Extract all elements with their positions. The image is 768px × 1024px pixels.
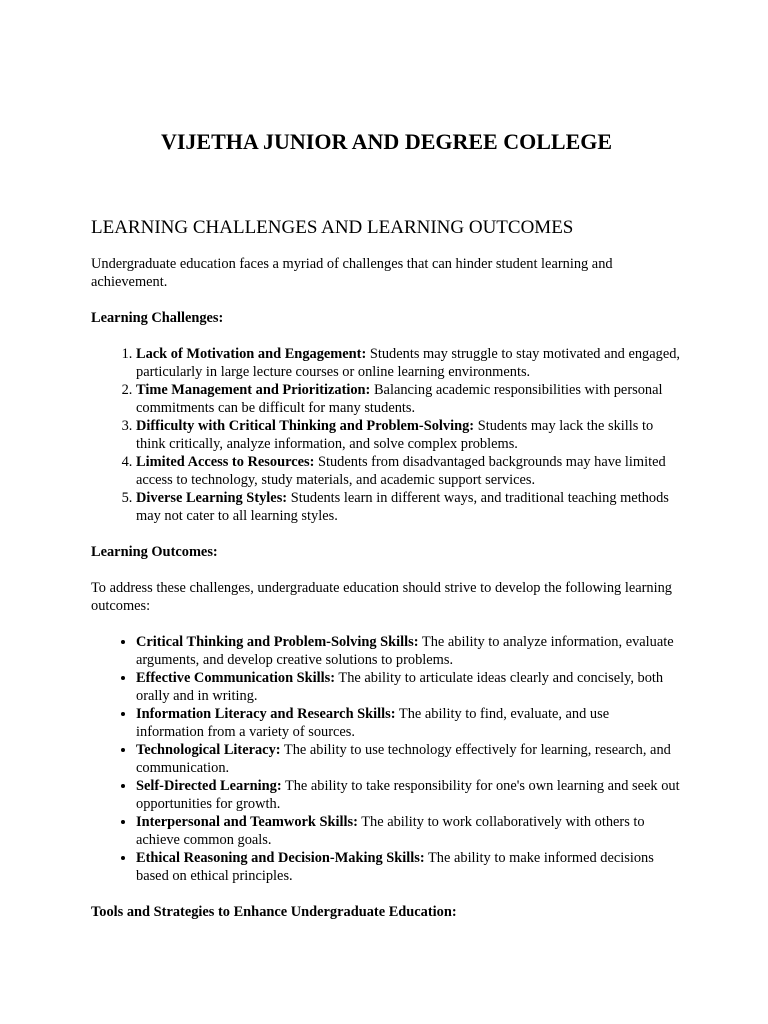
challenge-text: Students from disadvantaged backgrounds may have limited access to technology, study materials, and academic support services. xyxy=(136,454,666,488)
challenge-item xyxy=(136,345,680,381)
intro-paragraph: Undergraduate education faces a myriad of challenges that can hinder student learning and achievement. xyxy=(91,256,613,290)
outcome-item xyxy=(136,813,680,849)
outcome-term: Interpersonal and Teamwork Skills: xyxy=(136,814,358,830)
challenge-text: Students learn in different ways, and traditional teaching methods may not cater to all learning styles. xyxy=(136,490,669,524)
challenge-text: Students may struggle to stay motivated and engaged, particularly in large lecture courses or online learning environments. xyxy=(136,346,680,380)
outcomes-heading: Learning Outcomes: xyxy=(91,544,218,560)
outcome-item xyxy=(136,705,680,741)
outcome-text: The ability to make informed decisions based on ethical principles. xyxy=(136,850,654,884)
outcome-term: Ethical Reasoning and Decision-Making Skills: xyxy=(136,850,425,866)
challenge-text: Balancing academic responsibilities with personal commitments can be difficult for many students. xyxy=(136,382,663,416)
challenge-term: Limited Access to Resources: xyxy=(136,454,315,470)
outcome-term: Self-Directed Learning: xyxy=(136,778,282,794)
challenge-term: Diverse Learning Styles: xyxy=(136,490,288,506)
outcome-item xyxy=(136,849,680,885)
challenges-list xyxy=(91,345,680,525)
outcome-text: The ability to use technology effectively for learning, research, and communication. xyxy=(136,742,671,776)
challenges-heading: Learning Challenges: xyxy=(91,310,224,326)
outcome-item xyxy=(136,633,680,669)
section-heading: LEARNING CHALLENGES AND LEARNING OUTCOMES xyxy=(91,217,574,238)
outcomes-intro: To address these challenges, undergraduate education should strive to develop the following learning outcomes: xyxy=(91,580,672,614)
outcome-term: Technological Literacy: xyxy=(136,742,281,758)
outcome-text: The ability to find, evaluate, and use information from a variety of sources. xyxy=(136,706,610,740)
challenge-term: Difficulty with Critical Thinking and Problem-Solving: xyxy=(136,418,475,434)
outcome-text: The ability to work collaboratively with others to achieve common goals. xyxy=(136,814,645,848)
challenge-item xyxy=(136,381,680,417)
college-title: VIJETHA JUNIOR AND DEGREE COLLEGE xyxy=(160,129,613,154)
challenge-item xyxy=(136,453,680,489)
challenge-text: Students may lack the skills to think critically, analyze information, and solve complex problems. xyxy=(136,418,654,452)
challenge-item xyxy=(136,417,680,453)
outcome-term: Effective Communication Skills: xyxy=(136,670,336,686)
tools-heading: Tools and Strategies to Enhance Undergraduate Education: xyxy=(91,904,457,920)
outcome-text: The ability to articulate ideas clearly and concisely, both orally and in writing. xyxy=(136,670,664,704)
outcome-text: The ability to analyze information, evaluate arguments, and develop creative solutions to problems. xyxy=(136,634,674,668)
challenge-term: Time Management and Prioritization: xyxy=(136,382,371,398)
outcomes-list xyxy=(91,633,680,885)
outcome-item xyxy=(136,741,680,777)
outcome-term: Critical Thinking and Problem-Solving Skills: xyxy=(136,634,419,650)
outcome-text: The ability to take responsibility for one's own learning and seek out opportunities for growth. xyxy=(136,778,680,812)
outcome-item xyxy=(136,669,680,705)
challenge-item xyxy=(136,489,680,525)
outcome-item xyxy=(136,777,680,813)
challenge-term: Lack of Motivation and Engagement: xyxy=(136,346,367,362)
outcome-term: Information Literacy and Research Skills: xyxy=(136,706,396,722)
